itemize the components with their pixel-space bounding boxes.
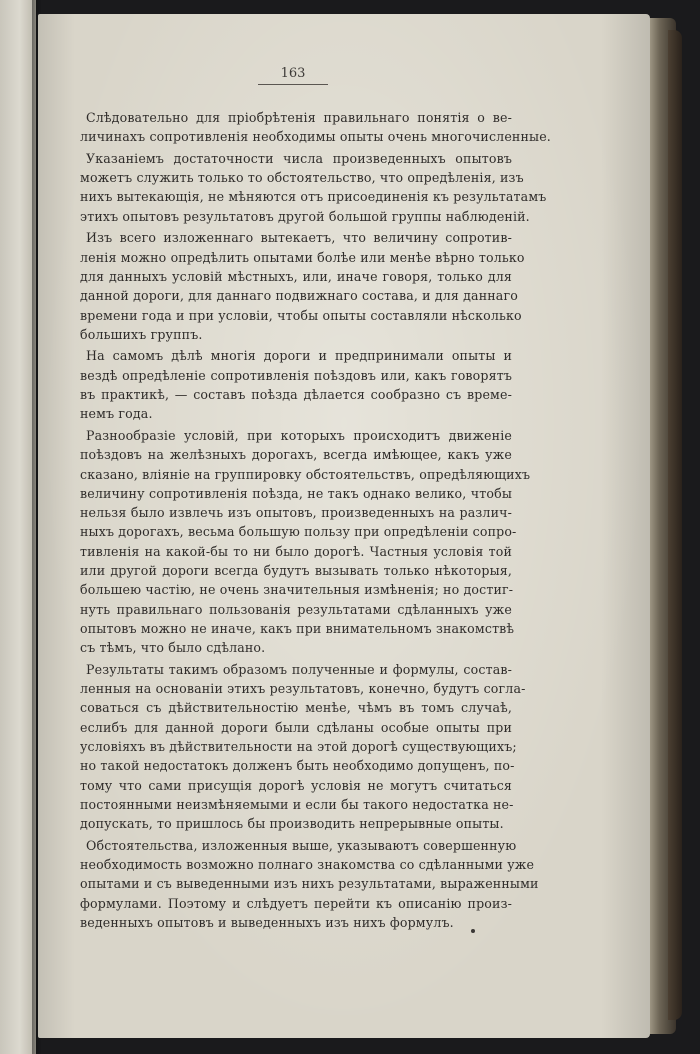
text-line: тому что сами присущія дорогѣ условія не могутъ считаться (80, 777, 512, 793)
text-line: тивленія на какой-бы то ни было дорогѣ. Частныя условія той (80, 543, 512, 559)
text-line: величину сопротивленія поѣзда, не такъ однако велико, чтобы (80, 485, 512, 501)
printer-mark (471, 929, 475, 933)
text-line: немъ года. (80, 406, 153, 422)
text-line: опытовъ можно не иначе, какъ при внимательномъ знакомствѣ (80, 620, 515, 636)
text-line: времени года и при условіи, чтобы опыты составляли нѣсколько (80, 307, 522, 323)
text-line: съ тѣмъ, что было сдѣлано. (80, 640, 266, 656)
text-line: Разнообразіе условій, при которыхъ происходитъ движеніе (86, 427, 512, 443)
text-line: поѣздовъ на желѣзныхъ дорогахъ, всегда имѣющее, какъ уже (80, 447, 512, 463)
facing-page-edge (0, 0, 36, 1054)
text-line: Обстоятельства, изложенныя выше, указываютъ совершенную (86, 837, 517, 853)
text-line: соваться съ дѣйствительностію менѣе, чѣмъ въ томъ случаѣ, (80, 700, 512, 716)
paragraph (80, 426, 531, 658)
text-line: На самомъ дѣлѣ многія дороги и предпринимали опыты и (86, 348, 512, 364)
text-line: Указаніемъ достаточности числа произведенныхъ опытовъ (86, 150, 512, 166)
text-line: Изъ всего изложеннаго вытекаетъ, что величину сопротив- (86, 230, 512, 246)
text-line: сказано, вліяніе на группировку обстоятельствъ, опредѣляющихъ (80, 466, 531, 482)
text-line: или другой дороги всегда будутъ вызывать только нѣкоторыя, (80, 563, 512, 579)
text-line: данной дороги, для даннаго подвижнаго состава, и для даннаго (80, 288, 518, 304)
paragraph (80, 228, 525, 344)
text-line: вездѣ опредѣленіе сопротивленія поѣздовъ или, какъ говорятъ (80, 367, 512, 383)
text-line: въ практикѣ, — составъ поѣзда дѣлается сообразно съ време- (80, 387, 512, 403)
header-rule (258, 84, 328, 85)
paragraph (80, 149, 547, 226)
text-line: для данныхъ условій мѣстныхъ, или, иначе говоря, только для (80, 268, 512, 284)
text-line: формулами. Поэтому и слѣдуетъ перейти къ описанію произ- (80, 895, 512, 911)
text-line: можетъ служить только то обстоятельство, что опредѣленія, изъ (80, 170, 524, 186)
text-line: но такой недостатокъ долженъ быть необходимо допущенъ, по- (80, 758, 515, 774)
page-header (248, 66, 338, 85)
text-line: ленныя на основаніи этихъ результатовъ, конечно, будутъ согла- (80, 681, 526, 697)
paragraph (80, 346, 512, 423)
text-line: Результаты такимъ образомъ полученные и формулы, состав- (86, 661, 512, 677)
book-cover-edge (668, 30, 682, 1020)
body-text (80, 108, 551, 935)
text-line: опытами и съ выведенными изъ нихъ результатами, выраженными (80, 876, 539, 892)
page-number: 163 (280, 66, 306, 81)
text-line: нуть правильнаго пользованія результатами сдѣланныхъ уже (80, 601, 512, 617)
paragraph (80, 836, 539, 932)
text-line: веденныхъ опытовъ и выведенныхъ изъ нихъ формулъ. (80, 914, 454, 930)
text-line: еслибъ для данной дороги были сдѣланы особые опыты при (80, 719, 512, 735)
text-line: личинахъ сопротивленія необходимы опыты очень многочисленные. (80, 129, 551, 145)
text-line: нихъ вытекающія, не мѣняются отъ присоединенія къ результатамъ (80, 189, 547, 205)
paragraph (80, 108, 551, 147)
text-line: ленія можно опредѣлить опытами болѣе или менѣе вѣрно только (80, 249, 525, 265)
text-line: нельзя было извлечь изъ опытовъ, произведенныхъ на различ- (80, 505, 512, 521)
text-line: большею частію, не очень значительныя измѣненія; но достиг- (80, 582, 514, 598)
text-line: условіяхъ въ дѣйствительности на этой дорогѣ существующихъ; (80, 738, 517, 754)
text-line: этихъ опытовъ результатовъ другой большой группы наблюденій. (80, 208, 530, 224)
text-line: допускать, то пришлось бы производить непрерывные опыты. (80, 816, 504, 832)
text-line: Слѣдовательно для пріобрѣтенія правильнаго понятія о ве- (86, 110, 512, 125)
text-line: необходимость возможно полнаго знакомства со сдѣланными уже (80, 857, 535, 873)
text-line: большихъ группъ. (80, 326, 203, 342)
text-line: постоянными неизмѣняемыми и если бы такого недостатка не- (80, 796, 514, 812)
text-line: ныхъ дорогахъ, весьма большую пользу при опредѣленіи сопро- (80, 524, 517, 540)
paragraph (80, 660, 526, 834)
